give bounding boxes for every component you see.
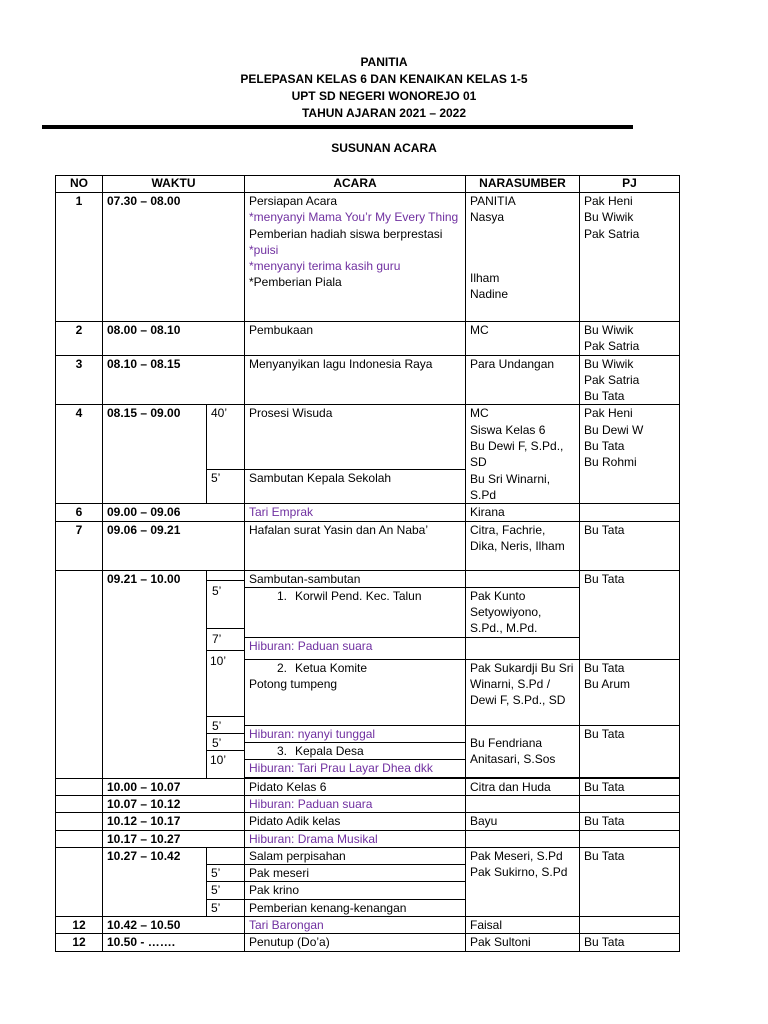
table-row — [56, 778, 680, 795]
row-pj: Bu Tata — [580, 725, 680, 777]
table-row — [56, 322, 680, 356]
row-narasumber — [466, 637, 580, 659]
row-waktu: 10.50 - ……. — [103, 934, 245, 951]
row-narasumber: Para Undangan — [466, 355, 580, 405]
row-acara — [245, 587, 466, 637]
narasumber-line: Bu Dewi F, S.Pd., SD — [470, 439, 564, 470]
row-acara — [245, 659, 466, 725]
duration-divider — [206, 650, 244, 651]
acara-text: Korwil Pend. Kec. Talun — [295, 588, 422, 603]
table-row — [56, 917, 680, 934]
row-pj — [580, 504, 680, 521]
table-row — [56, 847, 680, 864]
acara-line: Potong tumpeng — [249, 677, 338, 692]
row-pj: Bu Tata — [580, 847, 680, 916]
row-duration — [207, 847, 245, 864]
duration-label: 10’ — [210, 654, 227, 668]
row-acara: Pak krino — [245, 882, 466, 899]
row-acara: Menyanyikan lagu Indonesia Raya — [245, 355, 466, 405]
row-acara: Hiburan: Paduan suara — [245, 795, 466, 812]
row-no: 4 — [56, 405, 103, 504]
row-waktu: 08.10 – 08.15 — [103, 355, 245, 405]
row-pj: Bu Tata — [580, 778, 680, 795]
table-header-row — [56, 176, 680, 193]
pj-line: Bu Wiwik — [584, 323, 634, 337]
narasumber-line: Ilham — [470, 270, 500, 285]
row-waktu: 08.15 – 09.00 — [103, 405, 207, 504]
col-header-acara: ACARA — [245, 176, 466, 193]
pj-line: Pak Satria — [584, 226, 640, 241]
row-duration: 5’ — [207, 865, 245, 882]
row-acara: Hiburan: Drama Musikal — [245, 830, 466, 847]
col-header-no: NO — [56, 176, 103, 193]
row-pj: Bu Tata — [580, 813, 680, 830]
col-header-pj: PJ — [580, 176, 680, 193]
table-row — [56, 934, 680, 951]
header-line-2: PELEPASAN KELAS 6 DAN KENAIKAN KELAS 1-5 — [240, 72, 528, 86]
narasumber-line: Bu Sri Winarni, S.Pd — [470, 471, 551, 502]
row-waktu: 09.21 – 10.00 — [103, 570, 207, 778]
row-waktu: 10.07 – 10.12 — [103, 795, 245, 812]
acara-line: Persiapan Acara — [249, 194, 338, 208]
row-acara: Prosesi Wisuda — [245, 405, 466, 470]
row-pj: Bu Tata — [580, 934, 680, 951]
row-no: 3 — [56, 355, 103, 405]
acara-line: *menyanyi terima kasih guru — [249, 259, 401, 274]
schedule-table — [55, 175, 680, 952]
row-acara — [245, 743, 466, 760]
row-narasumber: Bu Fendriana Anitasari, S.Sos — [466, 725, 580, 777]
pj-line: Bu Rohmi — [584, 455, 637, 470]
row-acara: Pidato Kelas 6 — [245, 778, 466, 795]
table-row — [56, 355, 680, 405]
header-line-4: TAHUN AJARAN 2021 – 2022 — [301, 106, 467, 120]
row-acara: Hafalan surat Yasin dan An Naba’ — [245, 521, 466, 570]
document-subtitle: SUSUNAN ACARA — [331, 141, 437, 155]
duration-label: 5’ — [212, 584, 222, 598]
narasumber-line: MC — [470, 406, 489, 421]
acara-line: *puisi — [249, 242, 279, 257]
pj-line: Bu Arum — [584, 677, 631, 692]
duration-divider — [206, 628, 244, 629]
acara-text: Ketua Komite — [295, 660, 368, 675]
narasumber-spacer — [470, 226, 575, 270]
row-acara: Sambutan Kepala Sekolah — [245, 469, 466, 503]
table-row — [56, 521, 680, 570]
table-row — [56, 570, 680, 587]
table-row — [56, 193, 680, 322]
narasumber-line: PANITIA — [470, 194, 516, 208]
pj-line: Bu Dewi W — [584, 422, 644, 437]
row-waktu: 09.00 – 09.06 — [103, 504, 245, 521]
row-narasumber: Citra, Fachrie, Dika, Neris, Ilham — [466, 521, 580, 570]
list-number: 3. — [276, 744, 287, 759]
pj-line: Bu Wiwik — [584, 356, 634, 371]
header-line-1: PANITIA — [360, 55, 408, 69]
row-waktu: 10.12 – 10.17 — [103, 813, 245, 830]
duration-label: 5’ — [212, 736, 222, 750]
row-waktu: 08.00 – 08.10 — [103, 322, 245, 356]
row-narasumber: Pak Sukardji Bu Sri Winarni, S.Pd / Dewi F, S.Pd., SD — [466, 659, 580, 725]
acara-line — [249, 660, 461, 676]
row-pj — [580, 659, 680, 725]
row-no: 12 — [56, 917, 103, 934]
acara-line: *Pemberian Piala — [249, 275, 342, 290]
header-divider — [42, 125, 633, 129]
duration-divider — [206, 580, 244, 581]
row-no: 2 — [56, 322, 103, 356]
col-header-waktu: WAKTU — [103, 176, 245, 193]
row-narasumber: MC — [466, 322, 580, 356]
acara-line: *menyanyi Mama You’r My Every Thing — [249, 210, 459, 225]
row-waktu: 10.00 – 10.07 — [103, 778, 245, 795]
duration-label: 5’ — [212, 719, 222, 733]
pj-line: Pak Satria — [584, 372, 640, 387]
pj-line: Bu Tata — [584, 439, 625, 454]
document-header — [0, 54, 768, 122]
row-waktu: 09.06 – 09.21 — [103, 521, 245, 570]
row-waktu: 10.17 – 10.27 — [103, 830, 245, 847]
row-duration: 5’ — [207, 899, 245, 916]
duration-divider — [206, 733, 244, 734]
table-row — [56, 405, 680, 470]
pj-line: Pak Heni — [584, 406, 633, 421]
row-duration: 5’ — [207, 469, 245, 503]
row-acara: Sambutan-sambutan — [245, 570, 466, 587]
row-acara: Pemberian kenang-kenangan — [245, 899, 466, 916]
duration-divider — [206, 750, 244, 751]
row-waktu: 10.27 – 10.42 — [103, 847, 207, 916]
header-line-3: UPT SD NEGERI WONOREJO 01 — [291, 89, 477, 103]
row-narasumber: Kirana — [466, 504, 580, 521]
row-pj — [580, 405, 680, 504]
row-acara: Pembukaan — [245, 322, 466, 356]
narasumber-line: Siswa Kelas 6 — [470, 422, 546, 437]
duration-label: 7’ — [212, 632, 222, 646]
row-acara: Tari Barongan — [245, 917, 466, 934]
row-acara: Salam perpisahan — [245, 847, 466, 864]
row-pj — [580, 193, 680, 322]
row-no — [56, 830, 103, 847]
row-no — [56, 795, 103, 812]
pj-line: Pak Satria — [584, 339, 640, 354]
row-narasumber: Bayu — [466, 813, 580, 830]
duration-divider — [206, 716, 244, 717]
row-narasumber — [466, 570, 580, 587]
row-pj — [580, 917, 680, 934]
row-narasumber: Pak Kunto Setyowiyono, S.Pd., M.Pd. — [466, 587, 580, 637]
row-duration: 40’ — [207, 405, 245, 470]
row-pj — [580, 795, 680, 812]
row-acara: Penutup (Do’a) — [245, 934, 466, 951]
col-header-narasumber: NARASUMBER — [466, 176, 580, 193]
row-acara: Hiburan: nyanyi tunggal — [245, 725, 466, 742]
row-no: 7 — [56, 521, 103, 570]
pj-line: Bu Wiwik — [584, 210, 634, 225]
row-no — [56, 847, 103, 916]
list-number: 2. — [276, 660, 287, 675]
pj-line: Pak Heni — [584, 194, 633, 208]
table-row — [56, 830, 680, 847]
narasumber-line: Nasya — [470, 210, 505, 225]
duration-label: 10’ — [210, 753, 227, 767]
acara-text: Kepala Desa — [295, 744, 364, 759]
row-no — [56, 813, 103, 830]
row-duration: 5’ — [207, 882, 245, 899]
list-number: 1. — [276, 588, 287, 603]
row-no — [56, 570, 103, 778]
row-narasumber — [466, 405, 580, 504]
row-pj — [580, 830, 680, 847]
row-narasumber: Pak Sultoni — [466, 934, 580, 951]
row-waktu: 10.42 – 10.50 — [103, 917, 245, 934]
row-acara: Tari Emprak — [245, 504, 466, 521]
table-row — [56, 504, 680, 521]
row-waktu: 07.30 – 08.00 — [103, 193, 245, 322]
row-narasumber — [466, 830, 580, 847]
row-narasumber: Pak Meseri, S.Pd Pak Sukirno, S.Pd — [466, 847, 580, 916]
pj-line: Bu Tata — [584, 389, 625, 404]
row-acara: Hiburan: Tari Prau Layar Dhea dkk — [245, 760, 466, 777]
row-narasumber: Citra dan Huda — [466, 778, 580, 795]
row-no: 12 — [56, 934, 103, 951]
row-no — [56, 778, 103, 795]
row-pj: Bu Tata — [580, 570, 680, 659]
row-acara — [245, 193, 466, 322]
row-no: 6 — [56, 504, 103, 521]
narasumber-line: Nadine — [470, 286, 509, 301]
pj-line: Bu Tata — [584, 660, 625, 675]
row-narasumber — [466, 795, 580, 812]
acara-line: Pemberian hadiah siswa berprestasi — [249, 226, 443, 241]
table-row — [56, 813, 680, 830]
row-acara: Hiburan: Paduan suara — [245, 637, 466, 659]
row-acara: Pak meseri — [245, 865, 466, 882]
row-no: 1 — [56, 193, 103, 322]
row-pj: Bu Tata — [580, 521, 680, 570]
row-pj — [580, 322, 680, 356]
row-narasumber: Faisal — [466, 917, 580, 934]
row-acara: Pidato Adik kelas — [245, 813, 466, 830]
table-row — [56, 795, 680, 812]
row-narasumber — [466, 193, 580, 322]
row-pj — [580, 355, 680, 405]
